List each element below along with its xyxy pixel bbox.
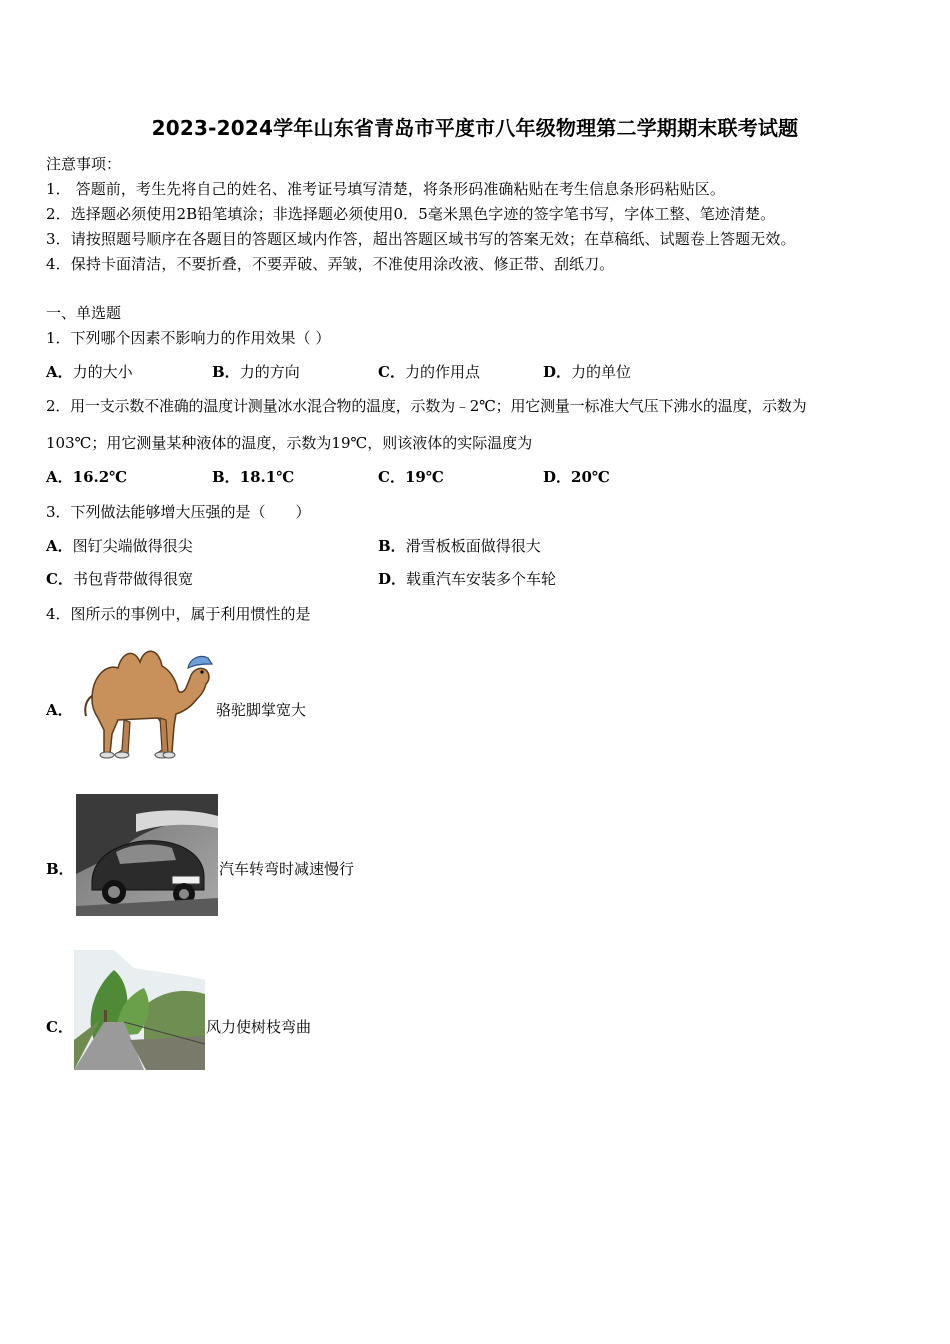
option: [46, 361, 133, 382]
option-text: 风力使树枝弯曲: [206, 1018, 312, 1036]
question-stem: 2．用一支示数不准确的温度计测量冰水混合物的温度，示数为﹣2℃；用它测量一标准大气压下沸水的温度，示数为: [46, 397, 807, 415]
option: [378, 568, 556, 589]
option: [212, 361, 300, 382]
option-letter: D．: [543, 468, 572, 486]
notice-heading: 注意事项：: [46, 155, 122, 173]
option-letter: C．: [46, 570, 73, 588]
notice-item: 2．选择题必须使用2B铅笔填涂；非选择题必须使用0．5毫米黑色字迹的签字笔书写，字体工整、笔迹清楚。: [46, 205, 776, 223]
option-text: 力的作用点: [404, 363, 480, 381]
exam-title: 2023-2024学年山东省青岛市平度市八年级物理第二学期期末联考试题: [151, 116, 799, 140]
question-stem: 3．下列做法能够增大压强的是（ ）: [46, 503, 311, 521]
option: [543, 361, 631, 382]
option-letter: B．: [46, 860, 74, 878]
question-stem: 103℃；用它测量某种液体的温度，示数为19℃，则该液体的实际温度为: [46, 434, 533, 452]
tree-icon: [74, 950, 205, 1070]
wind-tree-photo: [74, 950, 205, 1070]
option-letter: B．: [212, 363, 240, 381]
option-letter: B．: [212, 468, 240, 486]
option-text: 力的方向: [239, 363, 300, 381]
option-letter: C．: [46, 1018, 73, 1036]
option-letter: D．: [543, 363, 572, 381]
option-letter: D．: [378, 570, 407, 588]
option-letter: A．: [46, 468, 73, 486]
notice-item: 1． 答题前，考生先将自己的姓名、准考证号填写清楚，将条形码准确粘贴在考生信息条形码粘贴区。: [46, 180, 725, 198]
option: [46, 466, 127, 487]
option-letter: C．: [378, 468, 405, 486]
option: [378, 535, 541, 556]
camel-icon: [78, 634, 214, 762]
option-text: 20℃: [571, 468, 610, 486]
option-text: 力的单位: [571, 363, 632, 381]
option: [46, 535, 193, 556]
option-text: 书包背带做得很宽: [72, 570, 193, 588]
option: [212, 466, 294, 487]
option-text: 滑雪板板面做得很大: [405, 537, 541, 555]
section-heading: 一、单选题: [46, 304, 122, 322]
option-letter: A．: [46, 363, 73, 381]
car-icon: [76, 794, 218, 916]
option: [378, 361, 480, 382]
option-text: 16.2℃: [72, 468, 128, 486]
option-text: 载重汽车安装多个车轮: [406, 570, 557, 588]
notice-item: 3．请按照题号顺序在各题目的答题区域内作答，超出答题区域书写的答案无效；在草稿纸、试题卷上答题无效。: [46, 230, 796, 248]
question-stem: 4．图所示的事例中，属于利用惯性的是: [46, 605, 311, 623]
option: [46, 568, 193, 589]
option-text: 汽车转弯时减速慢行: [219, 860, 355, 878]
option-letter: A．: [46, 701, 73, 719]
option-letter: B．: [378, 537, 406, 555]
notice-item: 4．保持卡面清洁，不要折叠，不要弄破、弄皱，不准使用涂改液、修正带、刮纸刀。: [46, 255, 615, 273]
car-photo: [76, 794, 218, 916]
question-stem: 1．下列哪个因素不影响力的作用效果（ ）: [46, 329, 331, 347]
option-text: 力的大小: [72, 363, 133, 381]
option-letter: A．: [46, 537, 73, 555]
option-text: 19℃: [404, 468, 444, 486]
option-letter: C．: [378, 363, 405, 381]
option: [543, 466, 610, 487]
option: [378, 466, 444, 487]
option-text: 18.1℃: [239, 468, 295, 486]
camel-illustration: [78, 634, 214, 762]
option-text: 图钉尖端做得很尖: [72, 537, 193, 555]
option-text: 骆驼脚掌宽大: [216, 701, 307, 719]
